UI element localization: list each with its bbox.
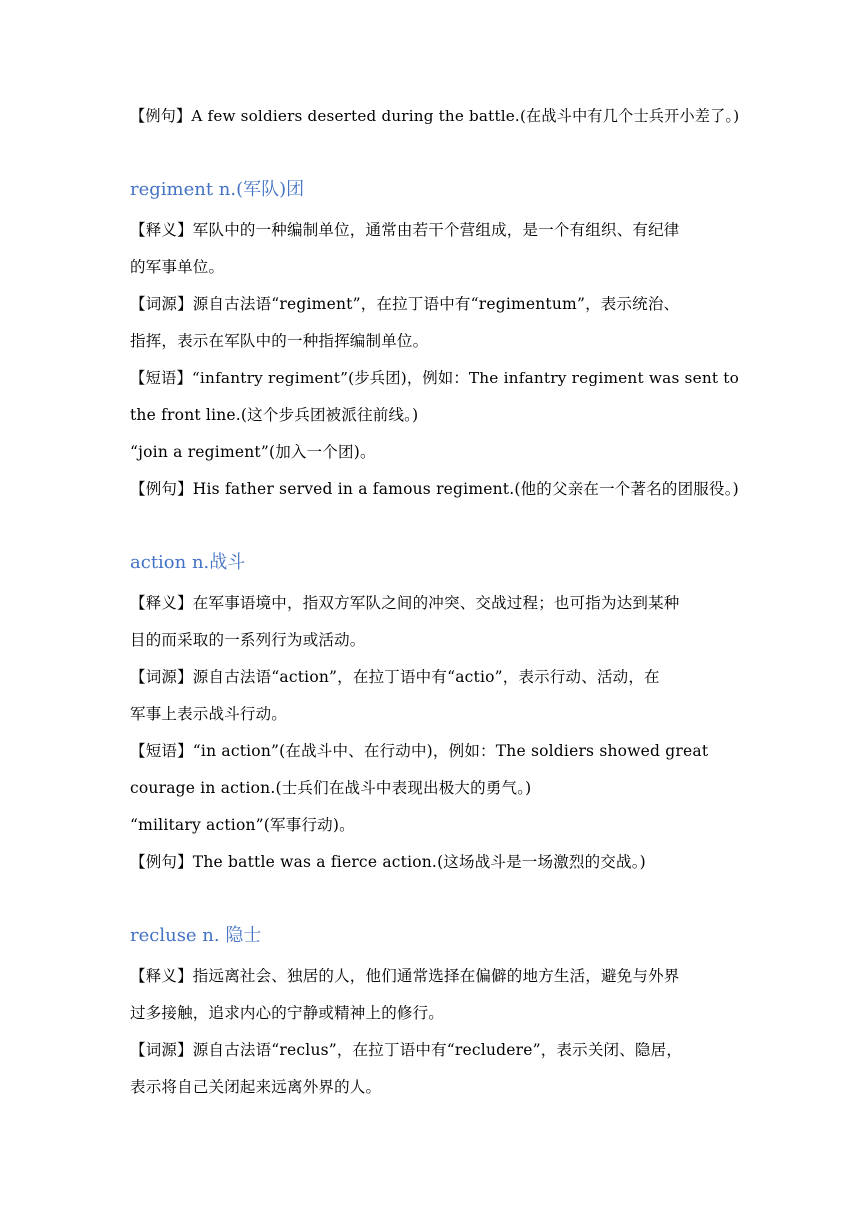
example-desert: 【例句】A few soldiers deserted during the battle.(在战斗中有几个士兵开小差了。) [130, 107, 740, 125]
definition-regiment-line2: 的军事单位。 [130, 258, 225, 276]
entry-heading-action: action n.战斗 [130, 552, 246, 573]
etymology-action-line2: 军事上表示战斗行动。 [130, 705, 288, 723]
etymology-recluse-line1: 【词源】源自古法语“reclus”，在拉丁语中有“recludere”，表示关闭、隐居， [130, 1041, 683, 1059]
definition-recluse-line2: 过多接触，追求内心的宁静或精神上的修行。 [130, 1004, 445, 1022]
entry-heading-regiment: regiment n.(军队)团 [130, 179, 305, 200]
example-regiment: 【例句】His father served in a famous regiment.(他的父亲在一个著名的团服役。) [130, 480, 739, 498]
phrase-action-line3: “military action”(军事行动)。 [130, 816, 355, 834]
definition-action-line2: 目的而采取的一系列行为或活动。 [130, 631, 366, 649]
phrase-regiment-line1: 【短语】“infantry regiment”(步兵团)，例如：The infantry regiment was sent to [130, 369, 740, 387]
definition-recluse-line1: 【释义】指远离社会、独居的人，他们通常选择在偏僻的地方生活，避免与外界 [130, 967, 680, 985]
definition-action-line1: 【释义】在军事语境中，指双方军队之间的冲突、交战过程；也可指为达到某种 [130, 594, 680, 612]
etymology-action-line1: 【词源】源自古法语“action”，在拉丁语中有“actio”，表示行动、活动，在 [130, 668, 660, 686]
phrase-action-line2: courage in action.(士兵们在战斗中表现出极大的勇气。) [130, 779, 532, 797]
phrase-regiment-line2: the front line.(这个步兵团被派往前线。) [130, 406, 419, 424]
phrase-regiment-line3: “join a regiment”(加入一个团)。 [130, 443, 376, 461]
phrase-action-line1: 【短语】“in action”(在战斗中、在行动中)，例如：The soldiers showed great [130, 742, 709, 760]
etymology-regiment-line1: 【词源】源自古法语“regiment”，在拉丁语中有“regimentum”，表示统治、 [130, 295, 680, 313]
etymology-recluse-line2: 表示将自己关闭起来远离外界的人。 [130, 1078, 382, 1096]
entry-heading-recluse: recluse n. 隐士 [130, 925, 262, 946]
definition-regiment-line1: 【释义】军队中的一种编制单位，通常由若干个营组成，是一个有组织、有纪律 [130, 221, 680, 239]
example-action: 【例句】The battle was a fierce action.(这场战斗是一场激烈的交战。) [130, 853, 646, 871]
etymology-regiment-line2: 指挥，表示在军队中的一种指挥编制单位。 [130, 332, 429, 350]
